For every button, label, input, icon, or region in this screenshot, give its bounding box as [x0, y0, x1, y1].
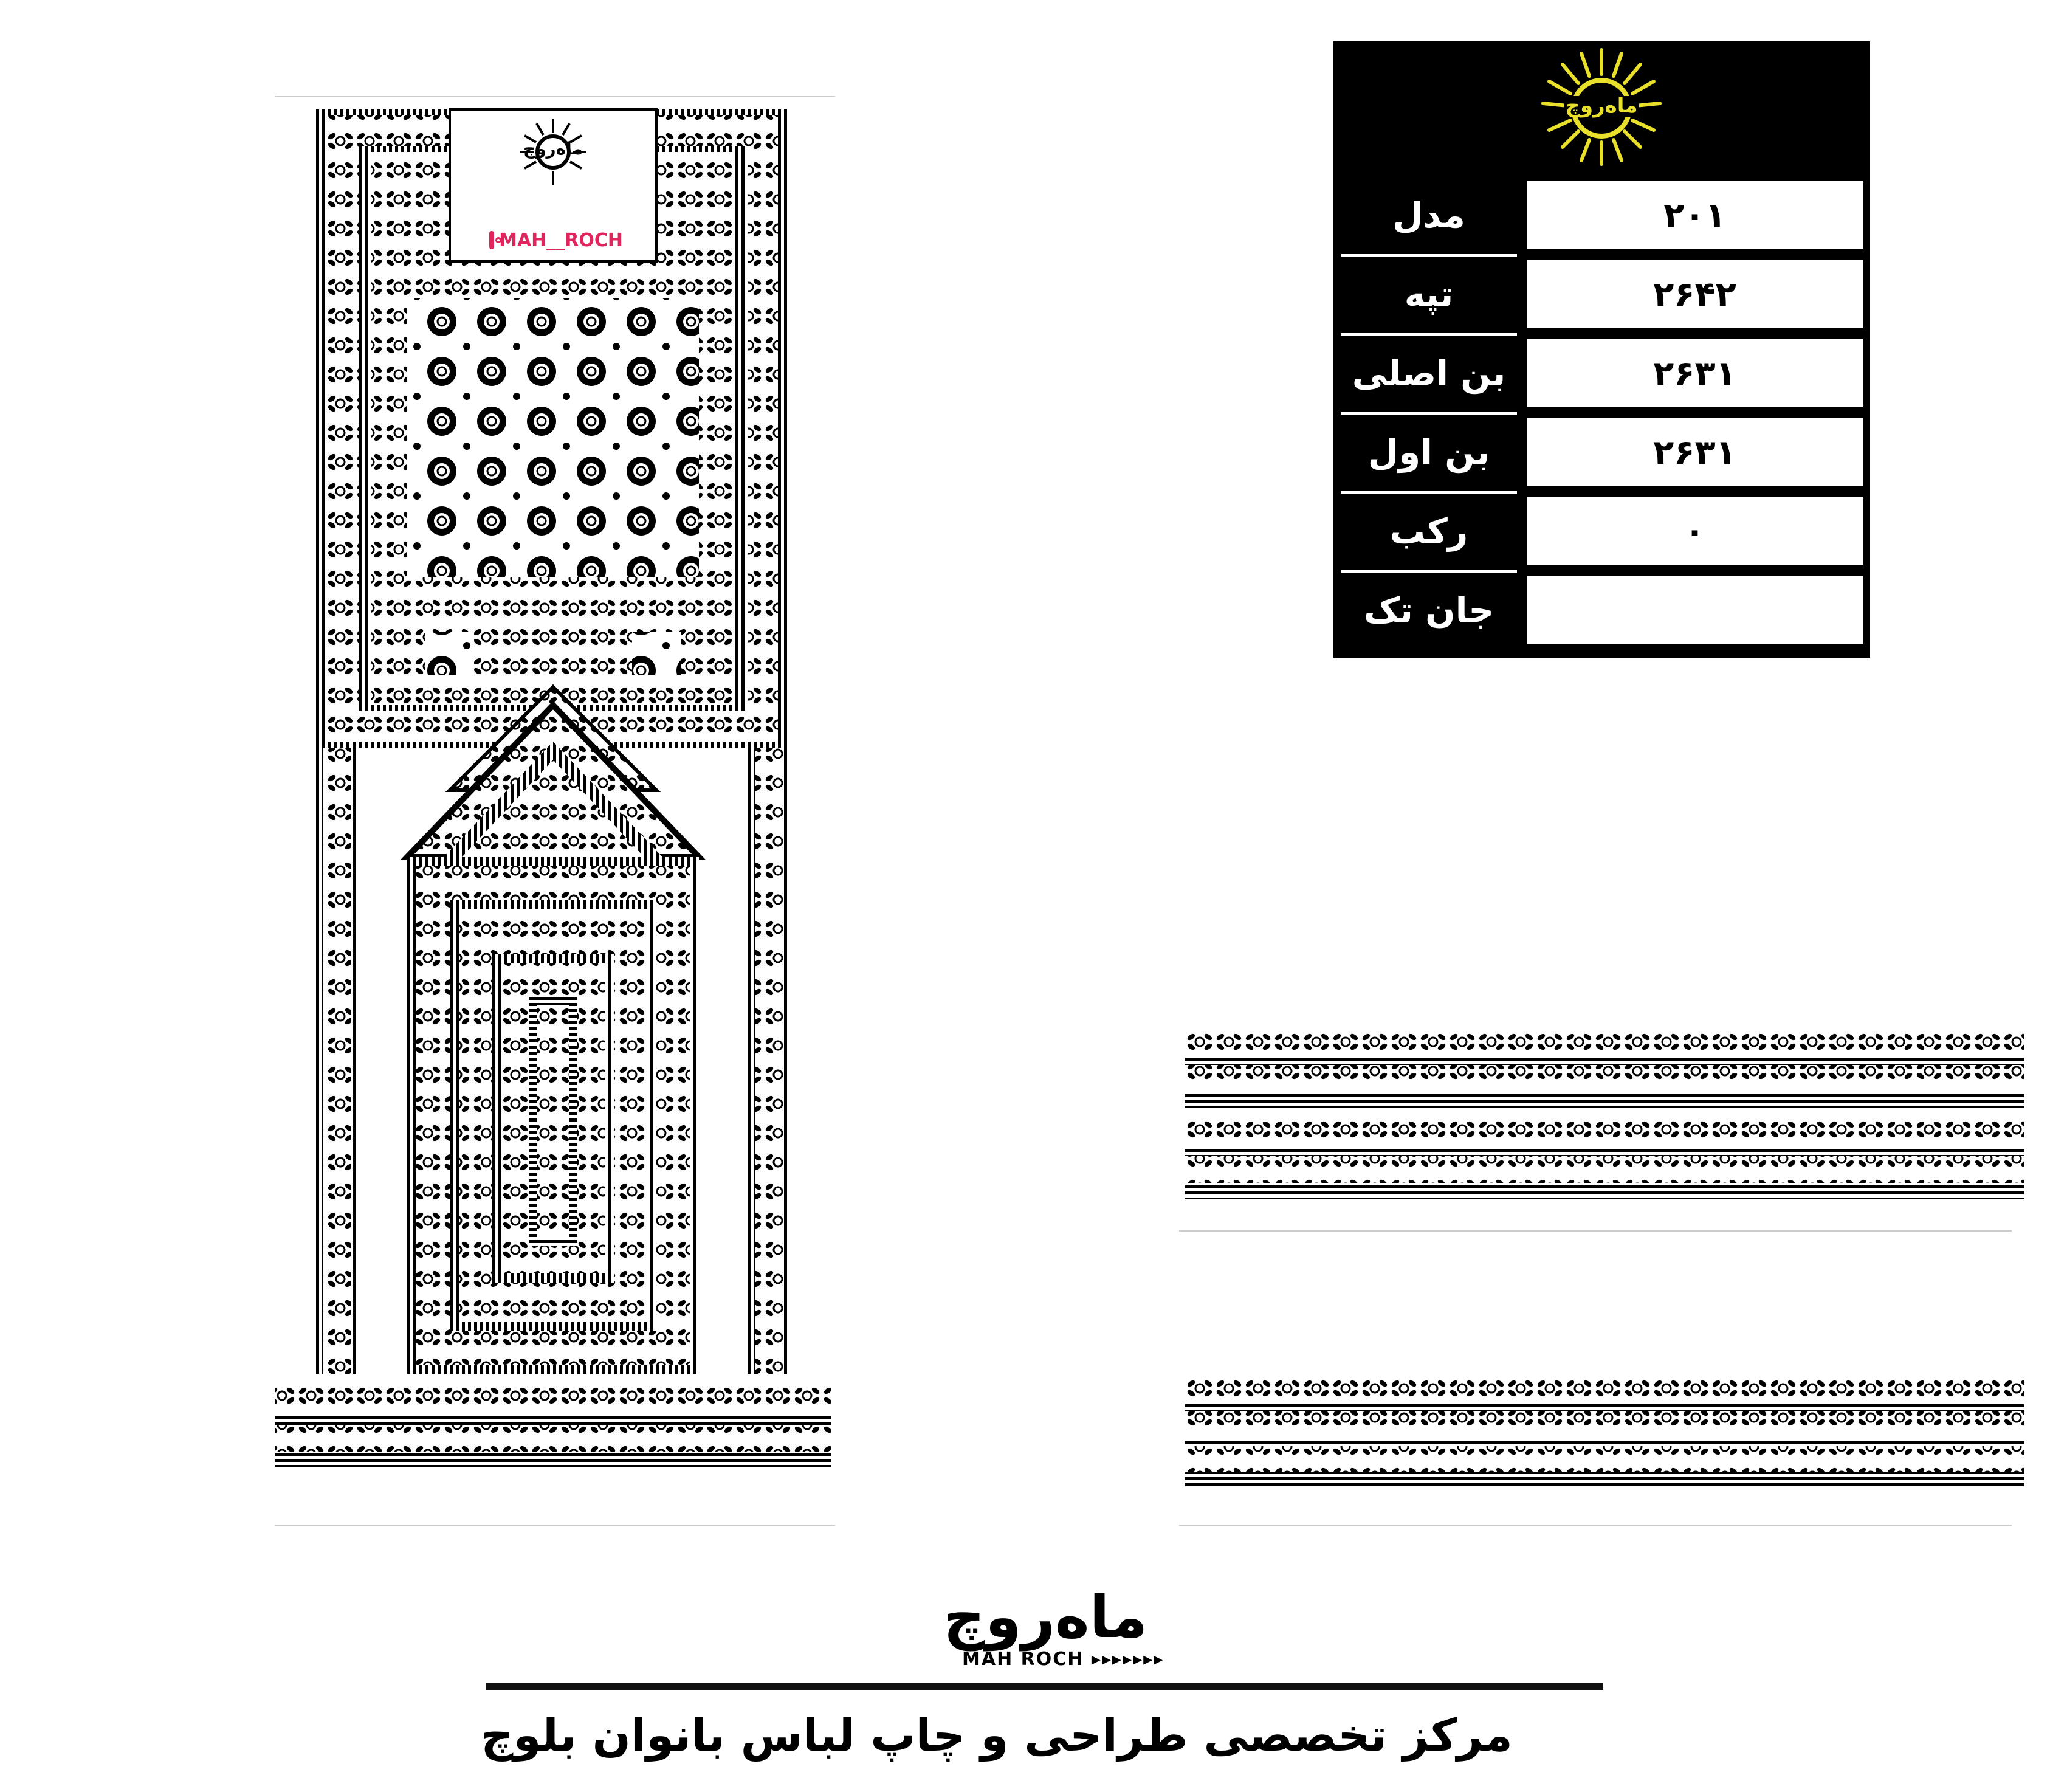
spec-value: ۲۶۳۱ [1527, 418, 1863, 486]
sleeve-border-strip-2 [1185, 1374, 2024, 1501]
spec-value: ۲۶۳۱ [1527, 339, 1863, 407]
instagram-handle-text: MAH__ROCH [499, 229, 623, 251]
spec-row-main-base [1333, 336, 1870, 415]
spec-divider [1341, 333, 1517, 336]
guide-rule-bottom-right [1179, 1525, 2012, 1526]
spec-divider [1341, 254, 1517, 257]
spec-label: تپه [1404, 274, 1454, 315]
spec-label: بن اول [1367, 432, 1490, 473]
spec-table-logo-text: ماه‌روچ [1565, 94, 1638, 118]
spec-value [1527, 576, 1863, 644]
spec-table [1333, 41, 1870, 658]
spec-row-model [1333, 177, 1870, 257]
footer-tagline: مرکز تخصصی طراحی و چاپ لباس بانوان بلوچ [481, 1709, 1513, 1762]
spec-row-jan-tak [1333, 573, 1870, 652]
footer-logo-latin: MAH ROCH ▸▸▸▸▸▸▸ [962, 1649, 1164, 1670]
spec-divider [1341, 491, 1517, 494]
garment-pattern [267, 97, 839, 1495]
spec-label: مدل [1392, 195, 1465, 236]
sleeve-border-strip-1 [1185, 1027, 2024, 1210]
spec-value: ۲۰۱ [1527, 181, 1863, 249]
spec-label: رکب [1389, 511, 1468, 552]
guide-rule-bottom-left [275, 1525, 835, 1526]
spec-table-logo [1333, 41, 1870, 177]
footer-logo [912, 1583, 1179, 1651]
garment-brand-title: ماه‌روچ [523, 139, 583, 159]
guide-rule-mid-right [1179, 1230, 2012, 1232]
spec-row-rekab [1333, 494, 1870, 573]
spec-row-tappeh [1333, 257, 1870, 336]
spec-label: بن اصلی [1352, 353, 1506, 394]
footer-logo-text: ماه‌روچ [943, 1583, 1148, 1651]
spec-divider [1341, 412, 1517, 415]
spec-value: ۰ [1527, 497, 1863, 565]
spec-divider [1341, 570, 1517, 573]
footer-divider [486, 1683, 1603, 1690]
spec-label: جان تک [1363, 590, 1494, 631]
spec-row-first-base [1333, 415, 1870, 494]
spec-value: ۲۶۴۲ [1527, 260, 1863, 328]
instagram-handle [489, 226, 623, 254]
instagram-icon [489, 231, 494, 249]
